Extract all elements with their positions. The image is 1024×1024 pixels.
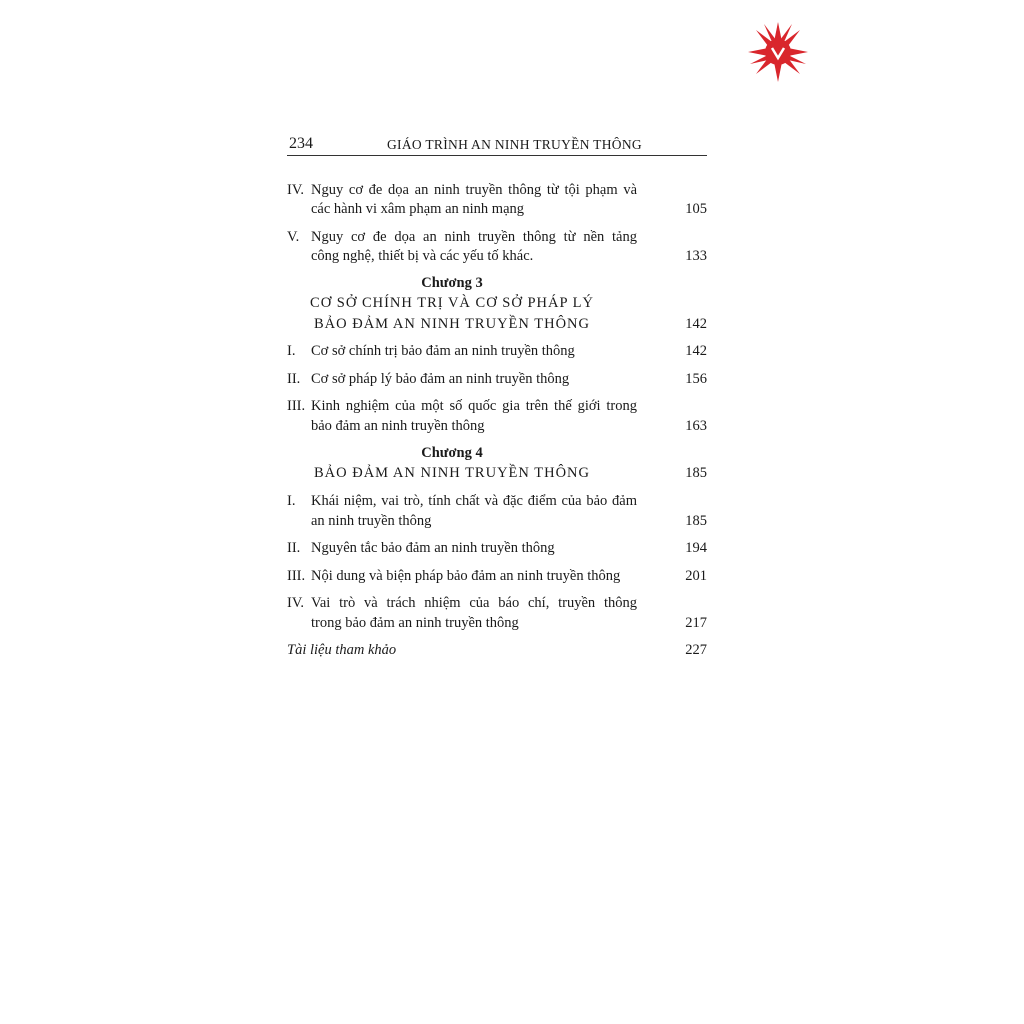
chapter-title: CƠ SỞ CHÍNH TRỊ VÀ CƠ SỞ PHÁP LÝ xyxy=(310,295,594,311)
toc-number: II. xyxy=(287,371,301,387)
toc-entry-text: công nghệ, thiết bị và các yếu tố khác. xyxy=(311,248,534,264)
toc-page-number: 105 xyxy=(685,201,707,217)
toc-entry-text: Khái niệm, vai trò, tính chất và đặc điểm của bảo đảm xyxy=(311,493,637,509)
header-rule xyxy=(287,155,707,156)
toc-number: IV. xyxy=(287,595,305,611)
chapter-title: BẢO ĐẢM AN NINH TRUYỀN THÔNG xyxy=(314,465,590,481)
publisher-logo-icon xyxy=(746,20,810,84)
toc-entry-text: bảo đảm an ninh truyền thông xyxy=(311,418,485,434)
toc-page-number: 194 xyxy=(685,540,707,556)
toc-entry-text: Vai trò và trách nhiệm của báo chí, truyền thông xyxy=(311,595,637,611)
toc-page-number: 185 xyxy=(685,465,707,481)
toc-number: III. xyxy=(287,398,306,414)
toc-entry-text: trong bảo đảm an ninh truyền thông xyxy=(311,615,519,631)
page-number: 234 xyxy=(289,135,313,152)
toc-page-number: 227 xyxy=(685,642,707,658)
toc-page-number: 142 xyxy=(685,343,707,359)
toc-page-number: 185 xyxy=(685,513,707,529)
toc-number: I. xyxy=(287,493,296,509)
toc-entry-text: Nguy cơ đe dọa an ninh truyền thông từ nền tảng xyxy=(311,229,637,245)
chapter-label: Chương 3 xyxy=(421,275,483,291)
toc-entry-text: Nội dung và biện pháp bảo đảm an ninh truyền thông xyxy=(311,568,621,584)
toc-number: V. xyxy=(287,229,300,245)
toc-entry-text: an ninh truyền thông xyxy=(311,513,432,529)
toc-page-number: 142 xyxy=(685,316,707,332)
toc-number: II. xyxy=(287,540,301,556)
toc-page-number: 201 xyxy=(685,568,707,584)
toc-number: I. xyxy=(287,343,296,359)
toc-page-number: 163 xyxy=(685,418,707,434)
chapter-title: BẢO ĐẢM AN NINH TRUYỀN THÔNG xyxy=(314,316,590,332)
toc-page-number: 156 xyxy=(685,371,707,387)
toc-entry-text: Kinh nghiệm của một số quốc gia trên thế giới trong xyxy=(311,398,637,414)
toc-number: III. xyxy=(287,568,306,584)
toc-entry-text: Cơ sở chính trị bảo đảm an ninh truyền thông xyxy=(311,343,575,359)
chapter-label: Chương 4 xyxy=(421,445,483,461)
toc-page-number: 217 xyxy=(685,615,707,631)
toc-references: Tài liệu tham khảo xyxy=(287,642,397,658)
running-title: GIÁO TRÌNH AN NINH TRUYỀN THÔNG xyxy=(387,137,642,152)
toc-entry-text: các hành vi xâm phạm an ninh mạng xyxy=(311,201,525,217)
toc-entry-text: Cơ sở pháp lý bảo đảm an ninh truyền thông xyxy=(311,371,570,387)
toc-entry-text: Nguy cơ đe dọa an ninh truyền thông từ tội phạm và xyxy=(311,182,637,198)
toc-page-number: 133 xyxy=(685,248,707,264)
toc-number: IV. xyxy=(287,182,305,198)
toc-entry-text: Nguyên tắc bảo đảm an ninh truyền thông xyxy=(311,540,555,556)
page-header xyxy=(287,133,707,155)
